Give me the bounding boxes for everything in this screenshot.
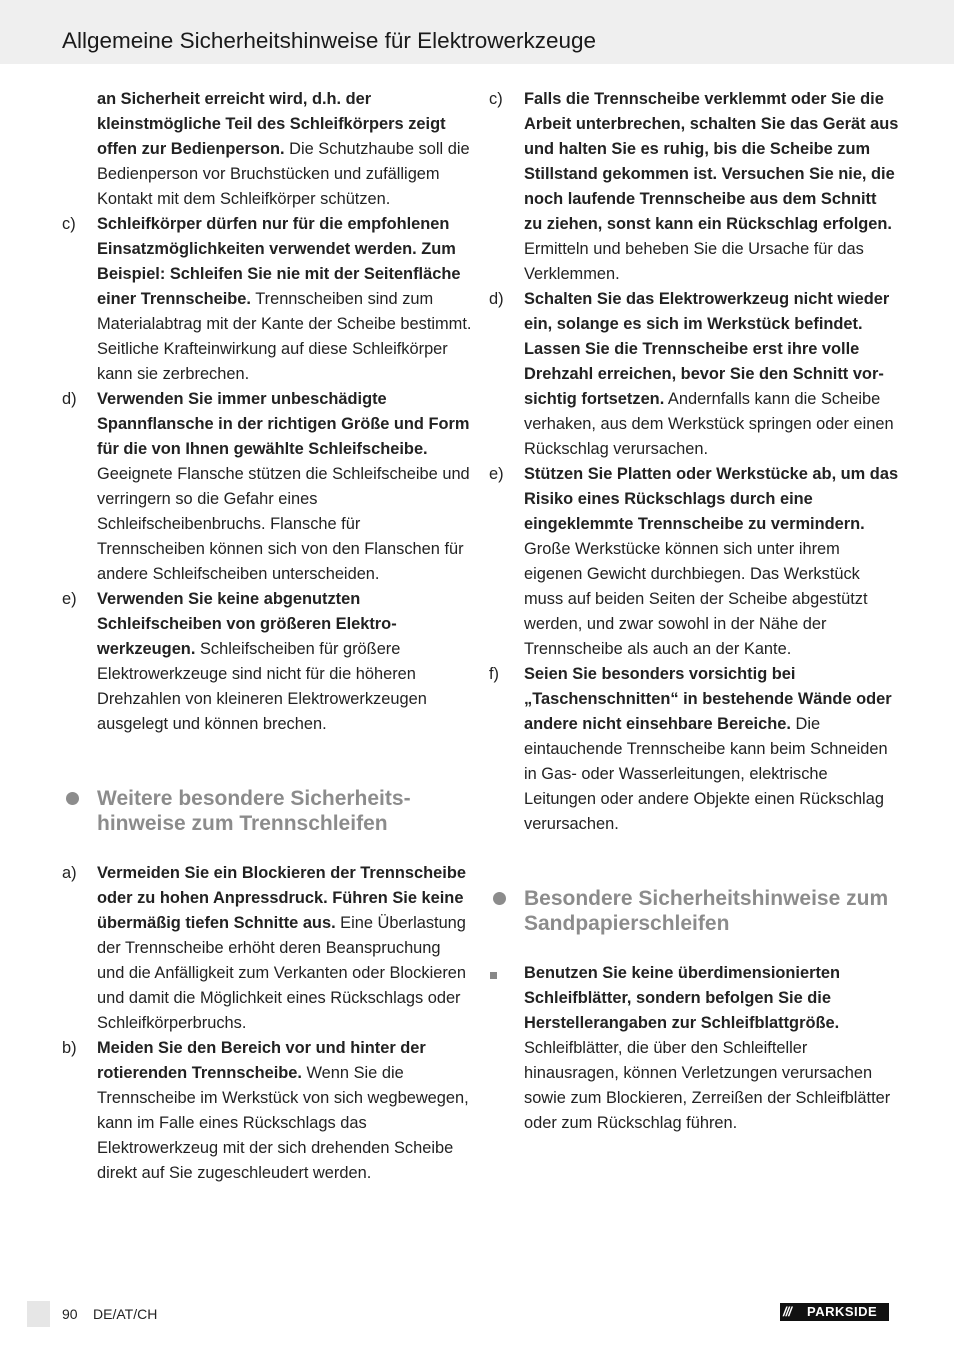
item-label: c) (62, 215, 76, 233)
left-column (62, 87, 472, 1186)
paragraph-bold: an Sicherheit erreicht wird, d.h. der kleinstmögliche Teil des Schleifkörpers zeigt offen zur Bedienperson. (97, 90, 446, 158)
item-bold: Stützen Sie Platten oder Werkstücke ab, um das Risiko eines Rückschlags durch eine eingeklemmte Trennscheibe zu vermindern. (524, 465, 899, 533)
list-item-d (489, 287, 899, 462)
list-item-f (489, 662, 899, 837)
bullet-dot-icon (493, 892, 506, 905)
heading-text: Weitere besondere Sicherheitshinweise zum Trennschleifen (97, 787, 411, 835)
item-bold: Meiden Sie den Bereich vor und hinter der rotierenden Trennscheibe. (97, 1039, 426, 1082)
list-item-c (62, 212, 472, 387)
heading-text: Besondere Sicherheitshinweise zum Sandpapierschleifen (524, 887, 889, 935)
section-heading-sandpapier (489, 886, 899, 936)
item-label: b) (62, 1039, 77, 1057)
paragraph-text: Die Schutzhaube soll die Bedienperson vor Bruchstücken und zufälligem Kontakt mit dem Schleifkörper schützen. (97, 140, 470, 208)
item-label: d) (62, 390, 77, 408)
section-heading-trennschleifen (62, 786, 472, 836)
parkside-logo (780, 1303, 889, 1321)
item-label: f) (489, 665, 500, 683)
page-title: Allgemeine Sicherheitshinweise für Elektrowerkzeuge (62, 28, 597, 53)
item-bold: Schalten Sie das Elektrowerkzeug nicht wieder ein, solange es sich im Werkstück befindet. Lassen Sie die Trennscheibe erst ihre volle Drehzahl erreichen, bevor Sie den Schnitt vorsichtig fortsetzen. (524, 290, 890, 408)
list-item-e (62, 587, 472, 737)
item-text: Eine Überlastung der Trennscheibe erhöht deren Beanspruchung und die Anfälligkeit zum Verkanten oder Blockieren und damit die Möglichkeit eines Rückschlags oder Schleifkörperbruchs. (97, 914, 467, 1032)
list-item-c (489, 87, 899, 287)
item-text: Große Werkstücke können sich unter ihrem eigenen Gewicht durchbiegen. Das Werkstück muss auf beiden Seiten der Scheibe abgestützt werden, und zwar sowohl in der Nähe der Trennscheibe als auch an der Kante. (524, 540, 868, 658)
item-label: e) (489, 465, 504, 483)
item-text: Schleifscheiben für größere Elektrowerkzeuge sind nicht für die höheren Drehzahlen von kleineren Elektrowerkzeugen ausgelegt und können brechen. (97, 640, 427, 733)
item-bold: Schleifkörper dürfen nur für die empfohlenen Einsatzmöglichkeiten verwendet werden. Zum Beispiel: Schleifen Sie nie mit der Seitenfläche einer Trennscheibe. (97, 215, 461, 308)
item-text: Trennscheiben sind zum Materialabtrag mit der Kante der Scheibe bestimmt. Seitliche Krafteinwirkung auf diese Schleifkörper kann sie zerbrechen. (97, 290, 472, 383)
item-bold: Falls die Trennscheibe verklemmt oder Sie die Arbeit unterbrechen, schalten Sie das Gerät aus und halten Sie es ruhig, bis die Scheibe zum Stillstand gekommen ist. Versuchen Sie nie, die noch laufende Trennscheibe aus dem Schnitt zu ziehen, sonst kann ein Rückschlag erfolgen. (524, 90, 899, 233)
item-label: d) (489, 290, 504, 308)
paragraph-intro (62, 87, 472, 212)
item-text: Andernfalls kann die Scheibe verhaken, aus dem Werkstück springen oder einen Rückschlag verursachen. (524, 390, 894, 458)
logo-stripes: /// (783, 1304, 791, 1319)
bullet-dot-icon (66, 792, 79, 805)
page-number: 90 (62, 1306, 78, 1322)
item-text: Die eintauchende Trennscheibe kann beim Schneiden in Gas- oder Wasserleitungen, elektrische Leitungen oder andere Objekte einen Rückschlag verursachen. (524, 715, 888, 833)
item-bold: Vermeiden Sie ein Blockieren der Trennscheibe oder zu hohen Anpressdruck. Führen Sie keine übermäßig tiefen Schnitte aus. (97, 864, 466, 932)
right-column (489, 87, 899, 1136)
item-text: Ermitteln und beheben Sie die Ursache für das Verklemmen. (524, 240, 864, 283)
item-label: c) (489, 90, 503, 108)
item-text: Wenn Sie die Trennscheibe im Werkstück von sich wegbewegen, kann im Falle eines Rückschlags das Elektrowerkzeug mit der sich drehenden Scheibe direkt auf Sie zugeschleudert werden. (97, 1064, 469, 1182)
footer-marker (27, 1301, 50, 1327)
list-item-d (62, 387, 472, 587)
list-item-b (62, 1036, 472, 1186)
locale-label: DE/AT/CH (93, 1306, 158, 1322)
item-bold: Verwenden Sie keine abgenutzten Schleifscheiben von größeren Elektrowerkzeugen. (97, 590, 397, 658)
list-item-e (489, 462, 899, 662)
item-text: Schleifblätter, die über den Schleifteller hinausragen, können Verletzungen verursachen sowie zum Blockieren, Zerreißen der Schleifblätter oder zum Rückschlag führen. (524, 1039, 891, 1132)
item-label: a) (62, 864, 77, 882)
list-item-a (62, 861, 472, 1036)
logo-text: PARKSIDE (807, 1304, 878, 1319)
item-bold: Seien Sie besonders vorsichtig bei „Taschenschnitten“ in bestehende Wände oder andere nicht einsehbare Bereiche. (524, 665, 892, 733)
square-bullet-icon (490, 972, 497, 979)
bullet-item (489, 961, 899, 1136)
item-label: e) (62, 590, 77, 608)
item-bold: Verwenden Sie immer unbeschädigte Spannflansche in der richtigen Größe und Form für die von Ihnen gewählte Schleifscheibe. (97, 390, 470, 458)
item-text: Geeignete Flansche stützen die Schleifscheibe und verringern so die Gefahr eines Schleifscheibenbruchs. Flansche für Trennscheiben können sich von den Flanschen für andere Schleifscheiben unterscheiden. (97, 465, 470, 583)
item-bold: Benutzen Sie keine überdimensionierten Schleifblätter, sondern befolgen Sie die Herstellerangaben zur Schleifblattgröße. (524, 964, 841, 1032)
page-header (0, 0, 954, 64)
